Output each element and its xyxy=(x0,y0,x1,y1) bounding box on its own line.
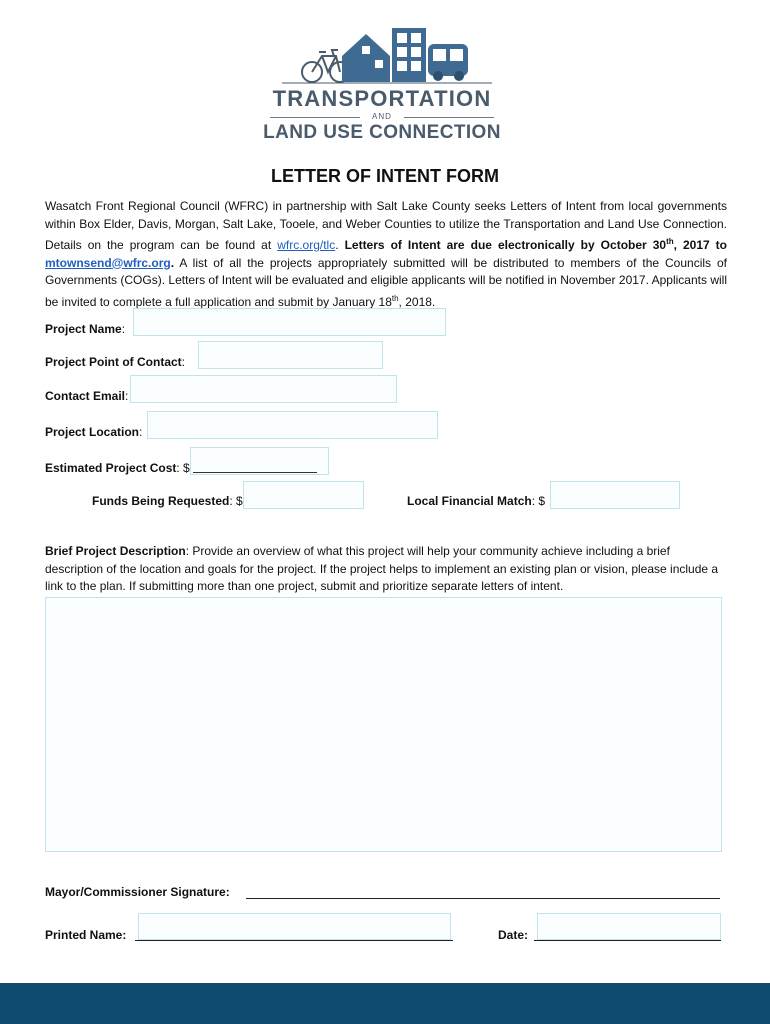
contact-email-label: Contact Email: xyxy=(45,389,129,403)
point-of-contact-label: Project Point of Contact: xyxy=(45,355,186,369)
logo-divider-right xyxy=(404,117,494,118)
intro-text-1: Wasatch Front Regional Council (WFRC) in partnership with Salt Lake County seeks Letters of Intent from local governments within Box Elder, Davis, Morgan, Salt Lake, Tooele, and Weber Counties to utilize the Transportation and Land Use Connection. Details on the program can be found at xyxy=(45,199,727,252)
date-line xyxy=(534,940,721,941)
local-match-field[interactable] xyxy=(550,481,680,509)
logo-title-line3: LAND USE CONNECTION xyxy=(263,122,501,143)
intro-text-3: A list of all the projects appropriately submitted will be distributed to members of the Councils of Governments (COGs). Letters of Intent will be evaluated and eligible applicants will be notified in November 2017. Applicants will be invited to complete a full application and submit by January 18 xyxy=(45,255,727,309)
description-instructions xyxy=(45,543,725,596)
description-label: Brief Project Description xyxy=(45,544,186,558)
date-label: Date: xyxy=(498,928,529,942)
logo-and: AND xyxy=(372,112,392,121)
email-link[interactable]: mtownsend@wfrc.org xyxy=(45,255,171,270)
date-field[interactable] xyxy=(537,913,721,940)
footer-band xyxy=(0,983,770,1024)
tlc-logo xyxy=(262,26,512,150)
printed-name-label: Printed Name: xyxy=(45,928,127,942)
contact-email-field[interactable] xyxy=(130,375,397,403)
form-title: LETTER OF INTENT FORM xyxy=(271,166,499,186)
intro-text-2: . xyxy=(335,238,345,252)
estimated-cost-underline xyxy=(193,472,317,473)
mayor-signature-line[interactable] xyxy=(246,898,720,899)
estimated-cost-label: Estimated Project Cost: $ xyxy=(45,461,190,475)
project-name-label: Project Name: xyxy=(45,322,126,336)
funds-requested-field[interactable] xyxy=(243,481,364,509)
point-of-contact-field[interactable] xyxy=(198,341,383,369)
project-location-field[interactable] xyxy=(147,411,438,439)
deadline-sup: th xyxy=(666,237,674,246)
estimated-cost-field[interactable] xyxy=(190,447,329,475)
project-description-field[interactable] xyxy=(45,597,722,852)
program-link[interactable]: wfrc.org/tlc xyxy=(277,238,336,252)
project-location-label: Project Location: xyxy=(45,425,143,439)
building-icon xyxy=(392,28,426,82)
logo-graphic-icon xyxy=(262,26,502,84)
intro-paragraph xyxy=(45,198,727,311)
logo-title-line1: TRANSPORTATION xyxy=(272,86,492,111)
bus-icon xyxy=(428,44,468,81)
deadline-text: Letters of Intent are due electronically by October 30 xyxy=(344,238,667,252)
house-icon xyxy=(342,34,390,82)
project-name-field[interactable] xyxy=(133,308,446,336)
description-text: : Provide an overview of what this project will help your community achieve including a brief description of the location and goals for the project. If the project helps to implement an existing plan or vision, please include a link to the plan. If submitting more than one project, submit and prioritize separate letters of intent. xyxy=(45,544,719,593)
deadline-text-3: . xyxy=(170,255,175,270)
mayor-signature-label: Mayor/Commissioner Signature: xyxy=(45,885,230,899)
january-sup: th xyxy=(391,293,399,303)
local-match-label: Local Financial Match: $ xyxy=(407,494,546,508)
deadline-text-2: , 2017 to xyxy=(673,238,727,252)
printed-name-line xyxy=(135,940,453,941)
printed-name-field[interactable] xyxy=(138,913,451,940)
intro-text-4: , 2018. xyxy=(398,294,436,309)
funds-requested-label: Funds Being Requested: $ xyxy=(92,494,243,508)
